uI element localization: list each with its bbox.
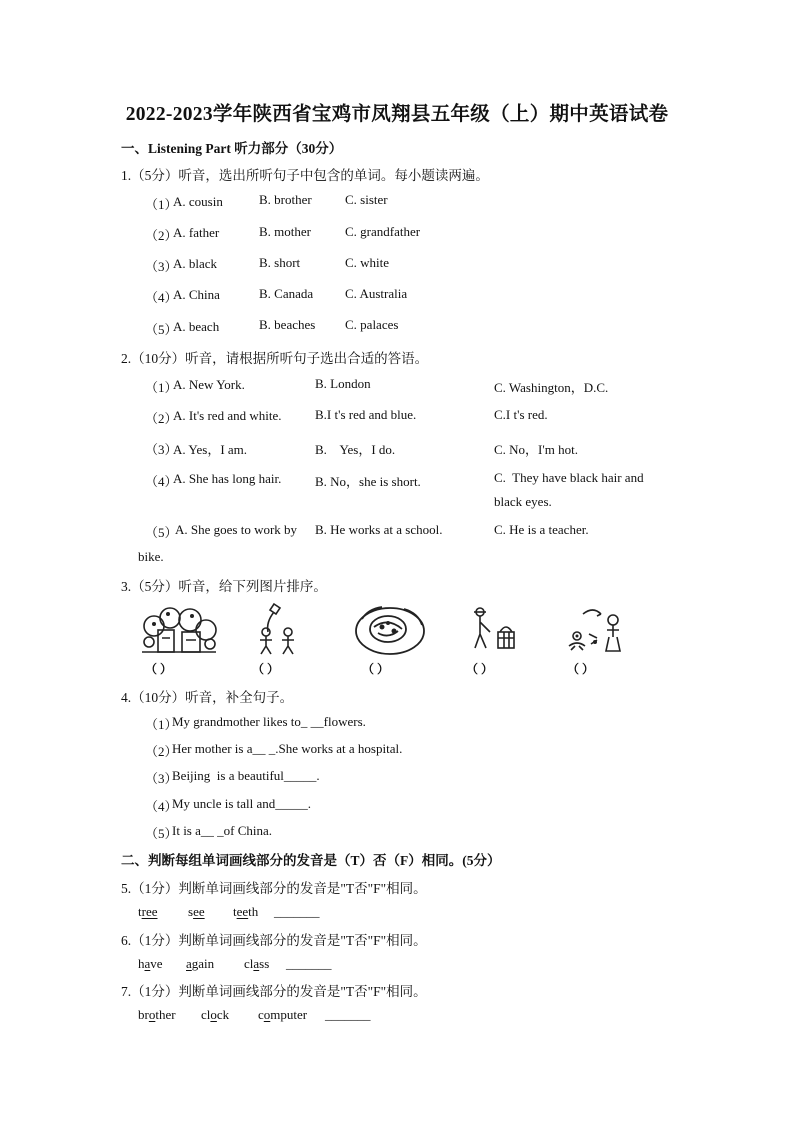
q1-1-a: A. cousin <box>173 194 223 209</box>
q1-5-a: A. beach <box>173 319 220 334</box>
q4-3-text: Beijing is a beautiful_____. <box>172 768 320 783</box>
q4-1-num: （1） <box>145 717 178 732</box>
q5-word-2: see <box>188 904 205 919</box>
q7-answer-blank[interactable]: _______ <box>325 1007 371 1022</box>
q6-word-2: again <box>186 956 215 971</box>
q4-3-num: （3） <box>145 771 178 786</box>
q2-1-c: C. Washington，D.C. <box>494 380 609 395</box>
q4-5-num: （5） <box>145 826 178 841</box>
section1-heading: 一、Listening Part 听力部分（30分） <box>121 141 343 156</box>
q4-1-text: My grandmother likes to_ __flowers. <box>172 714 366 729</box>
page-title: 2022-2023学年陕西省宝鸡市凤翔县五年级（上）期中英语试卷 <box>125 104 669 125</box>
q4-5-text: It is a__ _of China. <box>172 823 273 838</box>
picture-1-answer-bracket: （ ） <box>145 662 173 676</box>
picture-food-plate <box>352 603 428 657</box>
picture-family-scene <box>565 604 623 658</box>
q2-5-a: A. She goes to work by <box>175 522 298 537</box>
picture-4-answer-bracket: （ ） <box>466 662 494 676</box>
q2-3-a: A. Yes，I am. <box>173 442 248 457</box>
q2-1-a: A. New York. <box>173 377 245 392</box>
q1-5-b: B. beaches <box>259 317 316 332</box>
q7-word-3: computer <box>258 1007 308 1022</box>
q2-2-num: （2） <box>145 411 178 426</box>
q2-1-b: B. London <box>315 376 371 391</box>
q1-1-b: B. brother <box>259 192 312 207</box>
q1-4-num: （4） <box>145 290 178 305</box>
q1-4-b: B. Canada <box>259 286 314 301</box>
q2-5-num: （5） <box>145 525 178 540</box>
q1-5-c: C. palaces <box>345 317 399 332</box>
q2-4-c-cont: black eyes. <box>494 494 552 509</box>
q2-4-b: B. No，she is short. <box>315 474 421 489</box>
q2-3-c: C. No，I'm hot. <box>494 442 578 457</box>
q4-2-num: （2） <box>145 744 178 759</box>
q1-1-c: C. sister <box>345 192 388 207</box>
q1-4-a: A. China <box>173 287 220 302</box>
q1-3-b: B. short <box>259 255 301 270</box>
q2-4-c: C. They have black hair and <box>494 470 644 485</box>
picture-2-answer-bracket: （ ） <box>252 662 280 676</box>
q2-stem: 2.（10分）听音，请根据所听句子选出合适的答语。 <box>121 351 429 366</box>
q2-4-num: （4） <box>145 474 178 489</box>
q5-stem: 5.（1分）判断单词画线部分的发音是"T否"F"相同。 <box>121 881 427 896</box>
q5-word-3: teeth <box>233 904 259 919</box>
q1-4-c: C. Australia <box>345 286 408 301</box>
q6-stem: 6.（1分）判断单词画线部分的发音是"T否"F"相同。 <box>121 933 427 948</box>
q4-4-text: My uncle is tall and_____. <box>172 796 312 811</box>
q4-2-text: Her mother is a__ _.She works at a hospital. <box>172 741 403 756</box>
q3-stem: 3.（5分）听音，给下列图片排序。 <box>121 579 327 594</box>
picture-children-kite <box>252 602 302 658</box>
q2-5-b: B. He works at a school. <box>315 522 443 537</box>
q1-5-num: （5） <box>145 322 178 337</box>
q1-2-c: C. grandfather <box>345 224 421 239</box>
section2-heading: 二、判断每组单词画线部分的发音是（T）否（F）相同。(5分） <box>121 853 501 868</box>
picture-village-scene <box>140 604 218 656</box>
q2-4-a: A. She has long hair. <box>173 471 282 486</box>
q5-answer-blank[interactable]: _______ <box>274 904 320 919</box>
q7-word-2: clock <box>201 1007 230 1022</box>
q2-3-b: B. Yes，I do. <box>315 442 396 457</box>
q6-word-1: have <box>138 956 163 971</box>
q2-2-c: C.I t's red. <box>494 407 548 422</box>
q1-2-a: A. father <box>173 225 220 240</box>
picture-5-answer-bracket: （ ） <box>567 662 595 676</box>
picture-3-answer-bracket: （ ） <box>362 662 390 676</box>
q7-word-1: brother <box>138 1007 176 1022</box>
q1-3-num: （3） <box>145 259 178 274</box>
q1-3-c: C. white <box>345 255 390 270</box>
q1-1-num: （1） <box>145 197 178 212</box>
picture-person-basket <box>468 604 520 658</box>
q1-stem: 1.（5分）听音，选出所听句子中包含的单词。每小题读两遍。 <box>121 168 489 183</box>
q2-5-a-cont: bike. <box>138 549 164 564</box>
q2-5-c: C. He is a teacher. <box>494 522 589 537</box>
q1-2-b: B. mother <box>259 224 311 239</box>
q5-word-1: tree <box>138 904 158 919</box>
q2-2-a: A. It's red and white. <box>173 408 282 423</box>
q1-2-num: （2） <box>145 228 178 243</box>
q2-2-b: B.I t's red and blue. <box>315 407 417 422</box>
q1-3-a: A. black <box>173 256 218 271</box>
q2-3-num: （3） <box>145 442 178 457</box>
q6-word-3: class <box>244 956 270 971</box>
q4-4-num: （4） <box>145 799 178 814</box>
q7-stem: 7.（1分）判断单词画线部分的发音是"T否"F"相同。 <box>121 984 427 999</box>
q4-stem: 4.（10分）听音，补全句子。 <box>121 690 294 705</box>
q6-answer-blank[interactable]: _______ <box>286 956 332 971</box>
q2-1-num: （1） <box>145 380 178 395</box>
